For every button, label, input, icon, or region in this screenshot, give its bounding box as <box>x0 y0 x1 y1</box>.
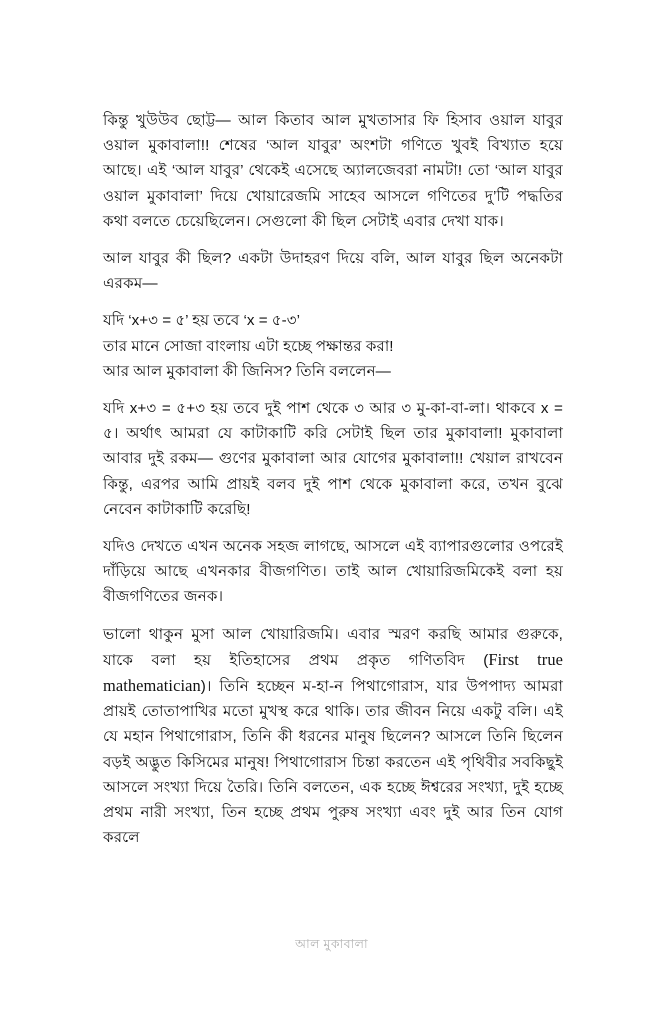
paragraph-4: যদি x+৩ = ৫+৩ হয় তবে দুই পাশ থেকে ৩ আর ৩ মু-কা-বা-লা। থাকবে x = ৫। অর্থাৎ আমরা যে কাটাকাটি করি সেটাই ছিল তার মুকাবালা! মুকাবালা আবার দুই রকম— গুণের মুকাবালা আর যোগের মুকাবালা!! খেয়াল রাখবেন কিন্তু, এরপর আমি প্রায়ই বলব দুই পাশ থেকে মুকাবালা করে, তখন বুঝে নেবেন কাটাকাটি করেছি! <box>103 400 563 518</box>
example-block <box>103 308 563 384</box>
page-text-column <box>103 108 563 850</box>
equation-line-1: যদি ‘x+৩ = ৫’ হয় তবে ‘x = ৫-৩’ <box>103 312 300 330</box>
paragraph-6-text-before: ভালো থাকুন মুসা আল খোয়ারিজমি। এবার স্মরণ করছি আমার গুরুকে, যাকে বলা হয় ইতিহাসের প্রথম প্রকৃত গণিতবিদ ( <box>103 625 563 669</box>
page-footer-title: আল মুকাবালা <box>295 937 368 951</box>
paragraph-2: আল যাবুর কী ছিল? একটা উদাহরণ দিয়ে বলি, আল যাবুর ছিল অনেকটা এরকম— <box>103 250 563 293</box>
equation-line-2: তার মানে সোজা বাংলায় এটা হচ্ছে পক্ষান্তর করা! <box>103 337 394 355</box>
paragraph-5: যদিও দেখতে এখন অনেক সহজ লাগছে, আসলে এই ব্যাপারগুলোর ওপরেই দাঁড়িয়ে আছে এখনকার বীজগণিত। তাই আল খোয়ারিজমিকেই বলা হয় বীজগণিতের জনক। <box>103 538 563 606</box>
paragraph-1: কিন্তু খুউউব ছোট্ট— আল কিতাব আল মুখতাসার ফি হিসাব ওয়াল যাবুর ওয়াল মুকাবালা!! শেষের ‘আল যাবুর’ অংশটা গণিতে খুবই বিখ্যাত হয়ে আছে। এই ‘আল যাবুর’ থেকেই এসেছে অ্যালজেবরা নামটা! তো ‘আল যাবুর ওয়াল মুকাবালা’ দিয়ে খোয়ারেজমি সাহেব আসলে গণিতের দু’টি পদ্ধতির কথা বলতে চেয়েছিলেন। সেগুলো কী ছিল সেটাই এবার দেখা যাক। <box>103 112 563 230</box>
paragraph-6 <box>103 622 563 851</box>
paragraph-6-text-after: )। তিনি হচ্ছেন ম-হা-ন পিথাগোরাস, যার উপপাদ্য আমরা প্রায়ই তোতাপাখির মতো মুখস্থ করে থাকি। তার জীবন নিয়ে একটু বলি। এই যে মহান পিথাগোরাস, তিনি কী ধরনের মানুষ ছিলেন? আসলে তিনি ছিলেন বড়ই অদ্ভুত কিসিমের মানুষ! পিথাগোরাস চিন্তা করতেন এই পৃথিবীর সবকিছুই আসলে সংখ্যা দিয়ে তৈরি। তিনি বলতেন, এক হচ্ছে ঈশ্বরের সংখ্যা, দুই হচ্ছে প্রথম নারী সংখ্যা, তিন হচ্ছে প্রথম পুরুষ সংখ্যা এবং দুই আর তিন যোগ করলে <box>103 678 563 847</box>
equation-line-3: আর আল মুকাবালা কী জিনিস? তিনি বললেন— <box>103 362 391 380</box>
paragraph-6-latin-term: First true mathematician <box>103 649 563 696</box>
